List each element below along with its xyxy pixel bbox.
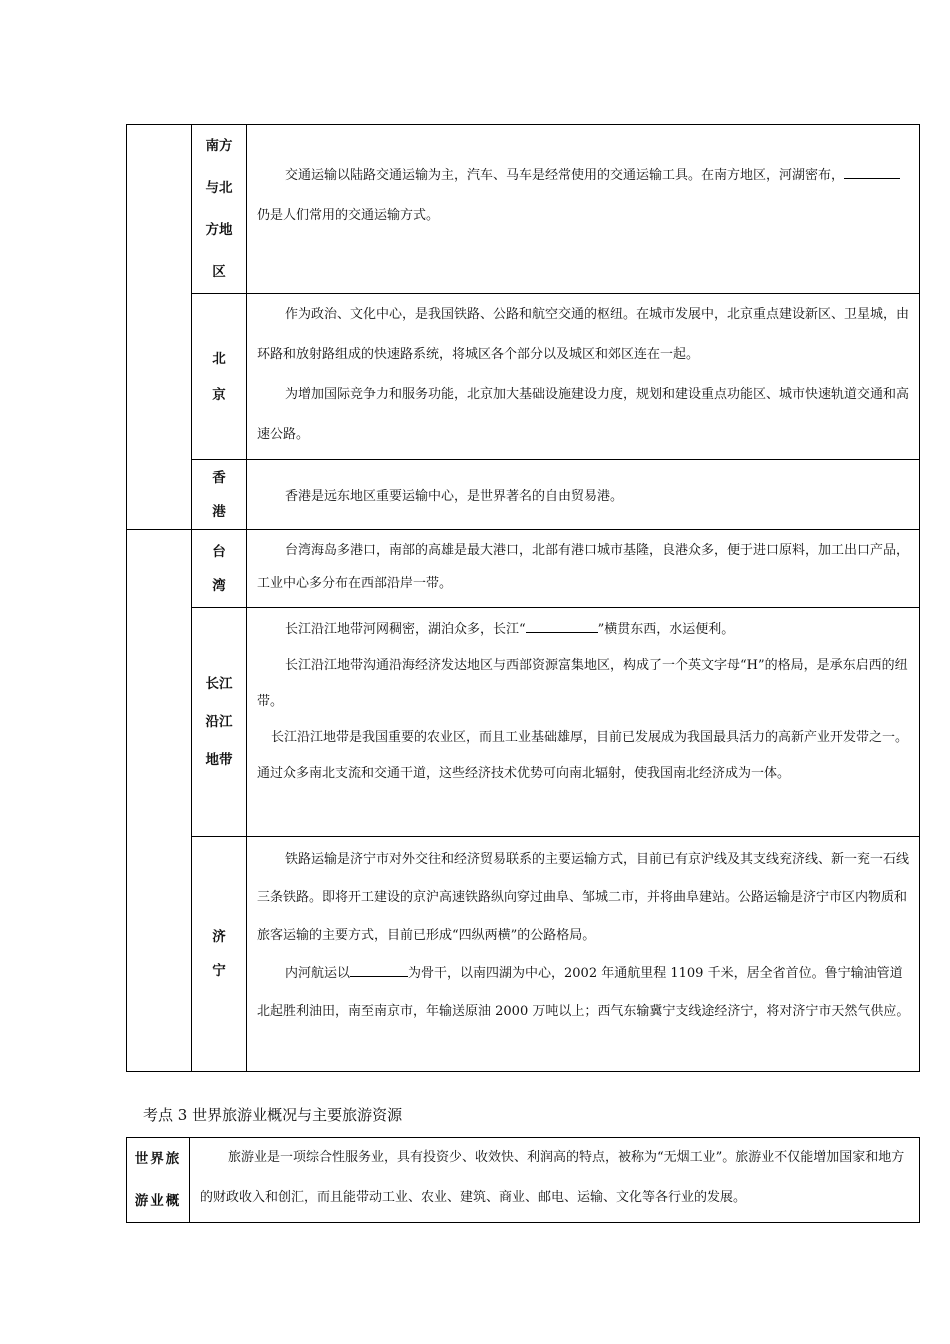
paragraph: 长江沿江地带河网稠密，湖泊众多，长江“ ”横贯东西，水运便利。 <box>285 622 735 637</box>
section-heading: 考点 3 世界旅游业概况与主要旅游资源 <box>143 1106 403 1124</box>
fill-in-blank <box>844 166 900 179</box>
group-cell <box>127 125 192 530</box>
row-label: 南方 与北 方地 区 <box>192 125 247 294</box>
paragraph: 旅游业是一项综合性服务业，具有投资少、收效快、利润高的特点，被称为“无烟工业”。旅游业不仅能增加国家和地方的财政收入和创汇，而且能带动工业、农业、建筑、商业、邮电、运输、文化等各行业的发展。 <box>200 1150 905 1205</box>
row-content <box>247 294 920 460</box>
paragraph: 交通运输以陆路交通运输为主，汽车、马车是经常使用的交通运输工具。在南方地区，河湖密布，仍是人们常用的交通运输方式。 <box>257 156 911 236</box>
row-label: 北 京 <box>192 294 247 460</box>
paragraph: 台湾海岛多港口，南部的高雄是最大港口，北部有港口城市基隆，良港众多，便于进口原料，加工出口产品，工业中心多分布在西部沿岸一带。 <box>257 543 910 591</box>
paragraph: 为增加国际竞争力和服务功能，北京加大基础设施建设力度，规划和建设重点功能区、城市快速轨道交通和高速公路。 <box>257 387 910 442</box>
row-label: 香 港 <box>192 460 247 530</box>
row-label: 长江 沿江 地带 <box>192 608 247 837</box>
row-content <box>247 608 920 837</box>
row-label: 世界旅 游业概 <box>127 1138 190 1223</box>
fill-in-blank <box>350 964 408 977</box>
paragraph: 长江沿江地带是我国重要的农业区，而且工业基础雄厚，目前已发展成为我国最具活力的高新产业开发带之一。通过众多南北支流和交通干道，这些经济技术优势可向南北辐射，使我国南北经济成为一体。 <box>257 730 909 781</box>
paragraph: 内河航运以 为骨干，以南四湖为中心，2002 年通航里程 1109 千米，居全省首位。鲁宁输油管道北起胜利油田，南至南京市，年输送原油 2000 万吨以上；西气东输冀宁支线途经济宁，将对济宁市天然气供应。 <box>257 966 910 1019</box>
row-label: 济 宁 <box>192 837 247 1072</box>
group-cell <box>127 530 192 1072</box>
row-content <box>247 837 920 1072</box>
table-row <box>127 530 920 608</box>
transport-table <box>126 124 920 1072</box>
row-label: 台 湾 <box>192 530 247 608</box>
row-content <box>190 1138 920 1223</box>
row-content <box>247 530 920 608</box>
fill-in-blank <box>526 620 598 633</box>
table-row <box>127 125 920 294</box>
table-row <box>127 608 920 837</box>
table-row <box>127 460 920 530</box>
paragraph: 香港是远东地区重要运输中心，是世界著名的自由贸易港。 <box>285 489 624 504</box>
table-row <box>127 294 920 460</box>
row-content <box>247 460 920 530</box>
table-row <box>127 1138 920 1223</box>
paragraph: 长江沿江地带沟通沿海经济发达地区与西部资源富集地区，构成了一个英文字母“H”的格局，是承东启西的纽带。 <box>257 658 908 709</box>
table-row <box>127 837 920 1072</box>
tourism-table <box>126 1137 920 1223</box>
paragraph: 作为政治、文化中心，是我国铁路、公路和航空交通的枢纽。在城市发展中，北京重点建设新区、卫星城，由环路和放射路组成的快速路系统，将城区各个部分以及城区和郊区连在一起。 <box>257 307 910 362</box>
row-content <box>247 125 920 294</box>
paragraph: 铁路运输是济宁市对外交往和经济贸易联系的主要运输方式，目前已有京沪线及其支线兖济线、新一兖一石线三条铁路。即将开工建设的京沪高速铁路纵向穿过曲阜、邹城二市，并将曲阜建站。公路运输是济宁市区内物质和旅客运输的主要方式，目前已形成“四纵两横”的公路格局。 <box>257 852 910 943</box>
